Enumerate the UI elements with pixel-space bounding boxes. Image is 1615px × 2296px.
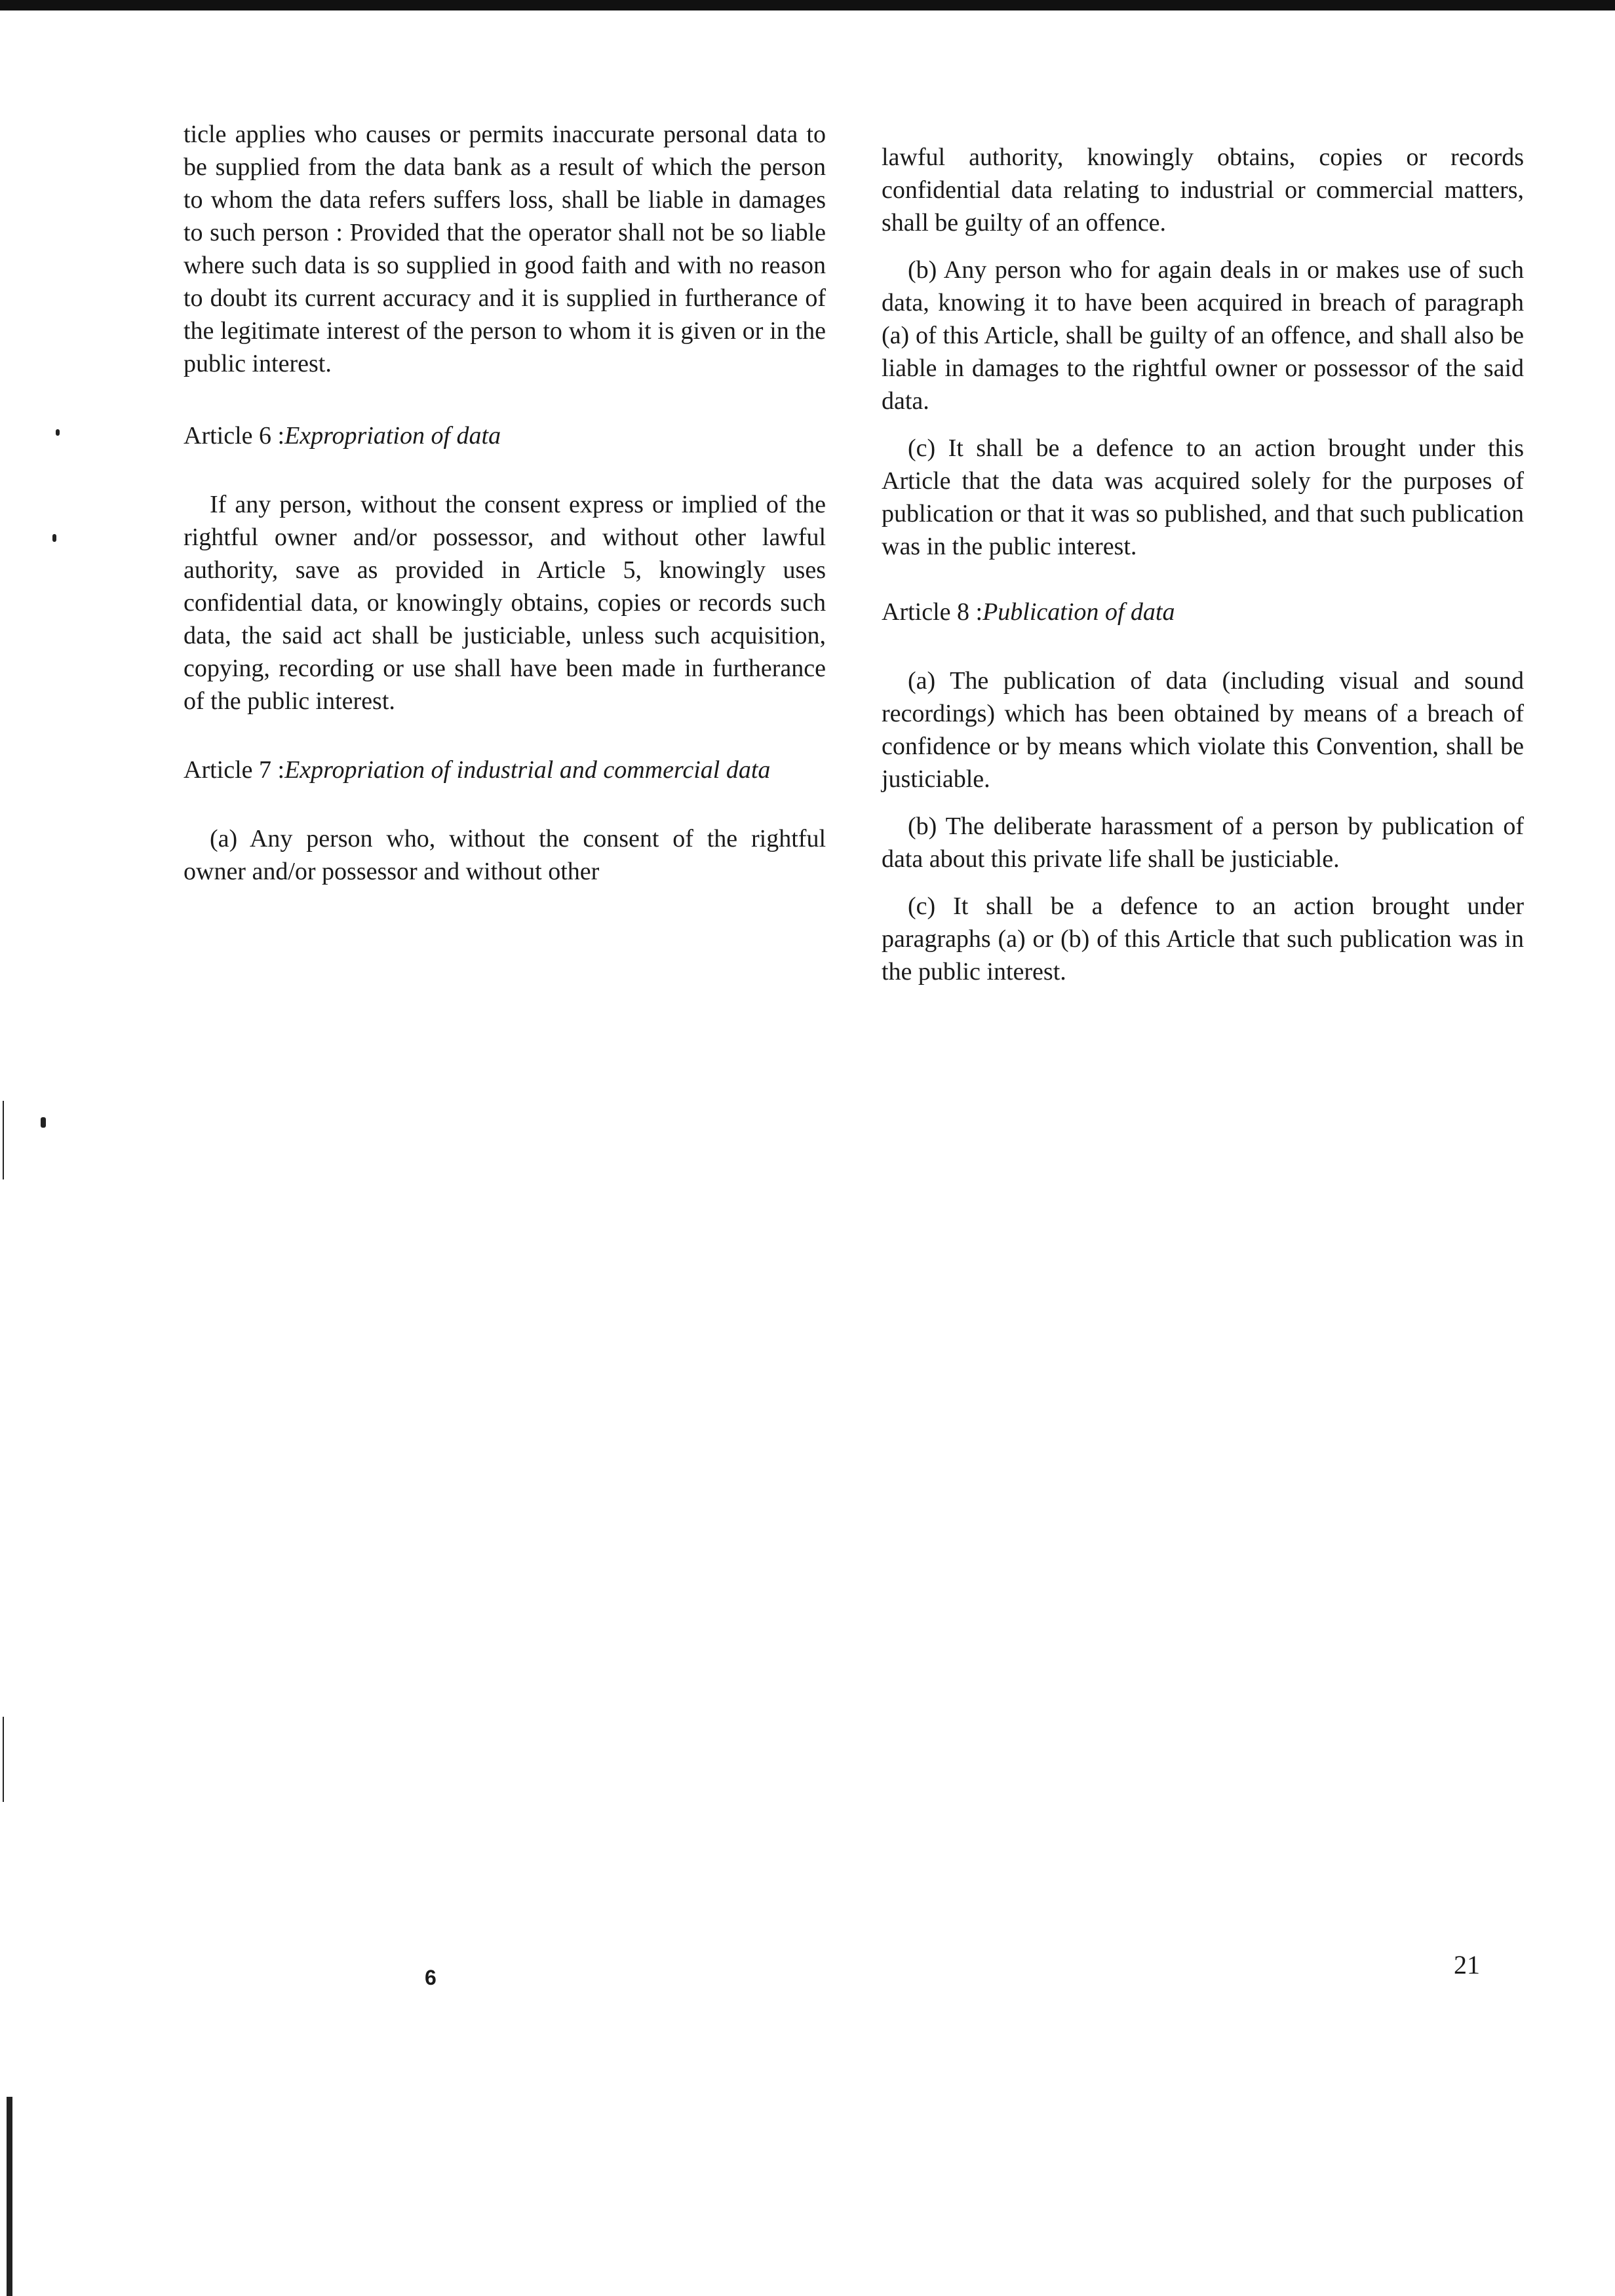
article-6-title: Expropriation of data	[284, 422, 501, 450]
binding-edge-mark	[7, 2097, 12, 2296]
right-column	[882, 141, 1524, 988]
left-column	[184, 118, 826, 888]
article-7-title: Expropriation of industrial and commercial data	[284, 756, 771, 784]
page-number: 21	[1454, 1950, 1480, 1980]
article-7-paragraph-a-continued: lawful authority, knowingly obtains, copies or records confidential data relating to industrial or commercial matters, shall be guilty of an offence.	[882, 144, 1524, 237]
article-8-paragraph-c: (c) It shall be a defence to an action brought under paragraphs (a) or (b) of this Article that such publication was in the public interest.	[882, 892, 1524, 985]
article-8-title: Publication of data	[983, 598, 1175, 626]
article-7-paragraph-b: (b) Any person who for again deals in or makes use of such data, knowing it to have been acquired in breach of paragraph (a) of this Article, shall be guilty of an offence, and shall also be liable in damages to the rightful owner or possessor of the said data.	[882, 256, 1524, 415]
margin-mark	[52, 534, 56, 542]
article-6-label: Article 6 :	[184, 422, 285, 450]
article-6-heading	[184, 419, 826, 452]
article-7-paragraph-c: (c) It shall be a defence to an action brought under this Article that the data was acquired solely for the purposes of publication or that it was so published, and that such publication was in the public interest.	[882, 434, 1524, 560]
article-8-heading	[882, 596, 1524, 628]
margin-mark	[56, 429, 60, 436]
margin-mark	[41, 1117, 46, 1128]
article-8-paragraph-b: (b) The deliberate harassment of a person by publication of data about this private life shall be justiciable.	[882, 813, 1524, 873]
article-8-label: Article 8 :	[882, 598, 983, 626]
article-7-label: Article 7 :	[184, 756, 285, 784]
footer-left-number: 6	[425, 1966, 437, 1989]
article-7-paragraph-a: (a) Any person who, without the consent of the rightful owner and/or possessor and without other	[184, 825, 826, 885]
article-8-paragraph-a: (a) The publication of data (including visual and sound recordings) which has been obtained by means of a breach of confidence or by means which violate this Convention, shall be justiciable.	[882, 667, 1524, 793]
margin-mark	[3, 1101, 4, 1179]
article-5-continuation: ticle applies who causes or permits inaccurate personal data to be supplied from the data bank as a result of which the person to whom the data refers suffers loss, shall be liable in damages to such person : Provided that the operator shall not be so liable where such data is so supplied in good faith and with no reason to doubt its current accuracy and it is supplied in furtherance of the legitimate interest of the person to whom it is given or in the public interest.	[184, 121, 826, 377]
top-scan-edge	[0, 0, 1615, 10]
article-7-heading	[184, 754, 826, 786]
margin-mark	[3, 1717, 4, 1802]
article-6-body: If any person, without the consent express or implied of the rightful owner and/or possessor, and without other lawful authority, save as provided in Article 5, knowingly uses confidential data, or knowingly obtains, copies or records such data, the said act shall be justiciable, unless such acquisition, copying, recording or use shall have been made in furtherance of the public interest.	[184, 491, 826, 715]
